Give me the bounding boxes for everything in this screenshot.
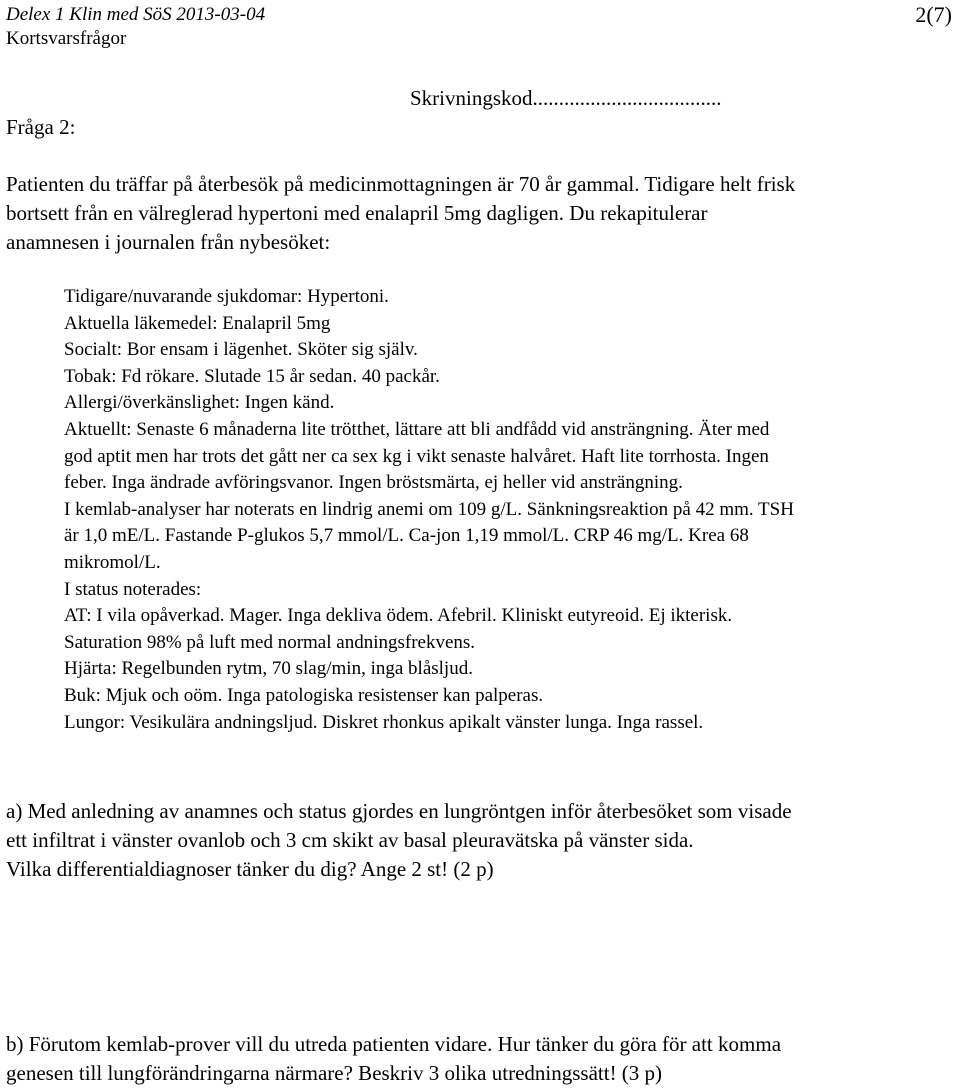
journal-line: AT: I vila opåverkad. Mager. Inga dekliva ödem. Afebril. Kliniskt eutyreoid. Ej ikterisk. [64,605,733,627]
part-a-line: ett infiltrat i vänster ovanlob och 3 cm skikt av basal pleuravätska på vänster sida. [6,828,694,852]
journal-line: Lungor: Vesikulära andningsljud. Diskret rhonkus apikalt vänster lunga. Inga rassel. [64,711,704,733]
journal-line: I kemlab-analyser har noterats en lindrig anemi om 109 g/L. Sänkningsreaktion på 42 mm. TSH [64,498,794,520]
question-part-a [6,797,792,884]
journal-line: Aktuella läkemedel: Enalapril 5mg [64,312,331,334]
journal-notes [64,284,794,736]
journal-line: Buk: Mjuk och oöm. Inga patologiska resistenser kan palperas. [64,684,544,706]
journal-line: Tidigare/nuvarande sjukdomar: Hypertoni. [64,286,389,307]
question-label: Fråga 2: [6,115,76,139]
part-b-line: b) Förutom kemlab-prover vill du utreda patienten vidare. Hur tänker du göra för att komma [6,1032,782,1056]
journal-line: I status noterades: [64,578,202,600]
journal-line: Saturation 98% på luft med normal andningsfrekvens. [64,631,476,653]
journal-line: feber. Inga ändrade avföringsvanor. Ingen bröstsmärta, ej heller vid ansträngning. [64,472,683,494]
section-title: Kortsvarsfrågor [6,28,127,49]
journal-line: god aptit men har trots det gått ner ca sex kg i vikt senaste halvåret. Haft lite torrhosta. Ingen [64,445,769,467]
writing-code-field: Skrivningskod.................................... [410,86,722,110]
journal-line: är 1,0 mE/L. Fastande P-glukos 5,7 mmol/L. Ca-jon 1,19 mmol/L. CRP 46 mg/L. Krea 68 [64,525,749,547]
part-a-line: Vilka differentialdiagnoser tänker du dig? Ange 2 st! (2 p) [6,857,494,881]
question-part-b [6,1030,781,1088]
exam-title: Delex 1 Klin med SöS 2013-03-04 [6,4,266,25]
journal-line: Tobak: Fd rökare. Slutade 15 år sedan. 40 packår. [64,365,440,387]
journal-line: Aktuellt: Senaste 6 månaderna lite trötthet, lättare att bli andfådd vid ansträngning. Äter med [64,418,770,440]
journal-line: Socialt: Bor ensam i lägenhet. Sköter sig själv. [64,339,418,361]
journal-line: Allergi/överkänslighet: Ingen känd. [64,392,335,414]
journal-line: mikromol/L. [64,551,161,573]
intro-paragraph [6,170,795,257]
intro-line: bortsett från en välreglerad hypertoni med enalapril 5mg dagligen. Du rekapitulerar [6,201,708,225]
journal-line: Hjärta: Regelbunden rytm, 70 slag/min, inga blåsljud. [64,658,473,680]
page-number: 2(7) [915,2,952,27]
part-a-line: a) Med anledning av anamnes och status gjordes en lungröntgen inför återbesöket som visade [6,799,792,823]
part-b-line: genesen till lungförändringarna närmare? Beskriv 3 olika utredningssätt! (3 p) [6,1061,663,1085]
intro-line: Patienten du träffar på återbesök på medicinmottagningen är 70 år gammal. Tidigare helt frisk [6,172,796,196]
intro-line: anamnesen i journalen från nybesöket: [6,230,331,254]
